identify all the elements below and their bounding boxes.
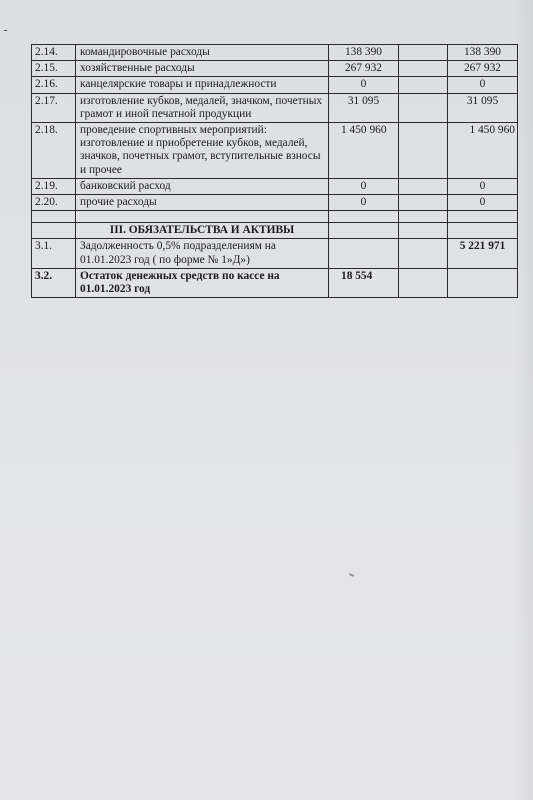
planned-amount: 31 095 [329,93,399,122]
planned-amount: 267 932 [329,61,399,77]
table-row [32,195,518,211]
planned-amount: 1 450 960 [329,123,399,179]
financial-report-table [31,44,518,298]
row-description: банковский расход [76,178,329,194]
actual-amount: 138 390 [448,45,518,61]
planned-amount: 0 [329,195,399,211]
empty-cell [399,178,448,194]
section-row [32,223,518,239]
paper-speck [349,573,354,577]
row-number: 2.17. [32,93,76,122]
row-number: 2.16. [32,77,76,93]
empty-cell [399,77,448,93]
empty-cell [399,268,448,297]
table-row [32,77,518,93]
actual-amount [448,268,518,297]
row-number: 2.20. [32,195,76,211]
actual-amount: 31 095 [448,93,518,122]
empty-cell [399,195,448,211]
planned-amount: 0 [329,178,399,194]
table-row [32,178,518,194]
actual-amount: 1 450 960 [448,123,518,179]
row-number: 2.14. [32,45,76,61]
actual-amount: 0 [448,195,518,211]
planned-amount: 18 554 [329,268,399,297]
table-row [32,45,518,61]
row-description: прочие расходы [76,195,329,211]
row-description: проведение спортивных мероприятий: изготовление и приобретение кубков, медалей, значков, почетных грамот, вступительные взносы и прочее [76,123,329,179]
row-number: 3.2. [32,268,76,297]
empty-cell [399,123,448,179]
section-title: III. ОБЯЗАТЕЛЬСТВА И АКТИВЫ [76,223,329,239]
actual-amount: 0 [448,77,518,93]
empty-cell [399,93,448,122]
actual-amount: 267 932 [448,61,518,77]
row-number: 2.15. [32,61,76,77]
row-description: канцелярские товары и принадлежности [76,77,329,93]
planned-amount [329,239,399,268]
table-row [32,93,518,122]
row-number: 2.19. [32,178,76,194]
row-number: 3.1. [32,239,76,268]
table-row [32,239,518,268]
row-description: хозяйственные расходы [76,61,329,77]
actual-amount: 0 [448,178,518,194]
table-row [32,268,518,297]
empty-cell [399,239,448,268]
page-edge-mark [4,30,7,31]
actual-amount: 5 221 971 [448,239,518,268]
table-row [32,61,518,77]
empty-cell [399,61,448,77]
empty-cell [399,45,448,61]
row-description: Задолженность 0,5% подразделениям на 01.01.2023 год ( по форме № 1»Д») [76,239,329,268]
planned-amount: 138 390 [329,45,399,61]
planned-amount: 0 [329,77,399,93]
row-description: изготовление кубков, медалей, значком, почетных грамот и иной печатной продукции [76,93,329,122]
row-description: Остаток денежных средств по кассе на 01.01.2023 год [76,268,329,297]
row-number: 2.18. [32,123,76,179]
empty-row [32,211,518,223]
table-row [32,123,518,179]
row-description: командировочные расходы [76,45,329,61]
